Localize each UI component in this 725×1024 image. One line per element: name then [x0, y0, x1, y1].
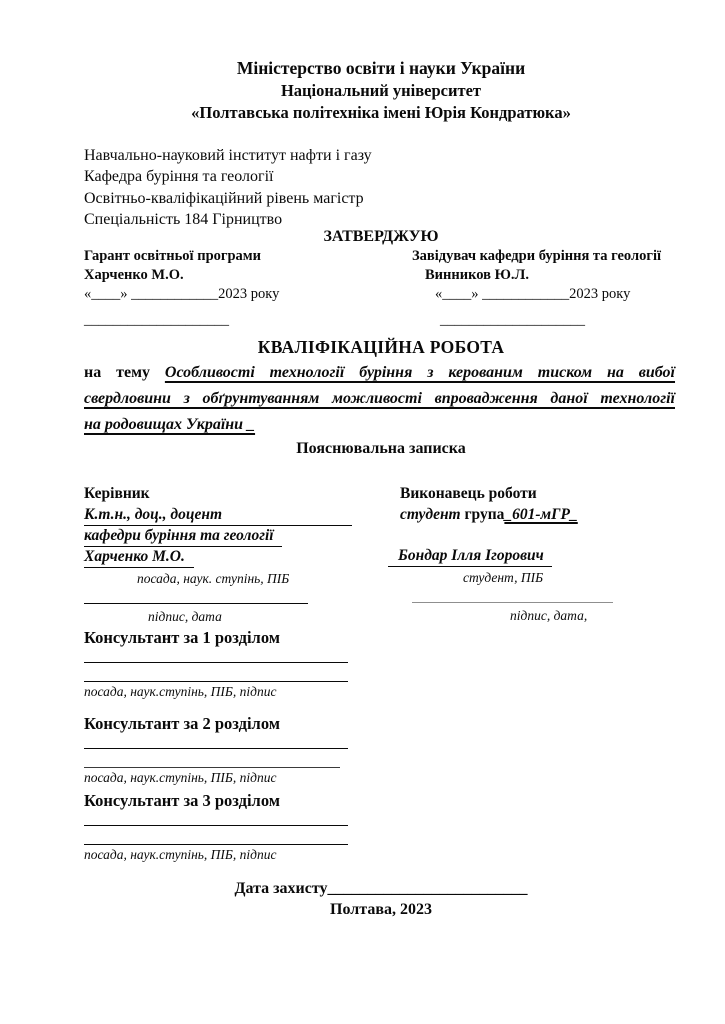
- consultant-2-caption: посада, наук.ступінь, ПІБ, підпис: [84, 770, 277, 785]
- executor-spacer: [400, 525, 700, 547]
- consultant-1-caption: посада, наук.ступінь, ПІБ, підпис: [84, 684, 277, 699]
- supervisor-name-field: Харченко М.О.: [84, 547, 194, 568]
- supervisor-position-field-line-1: К.т.н., доц., доцент: [84, 505, 352, 526]
- consultant-1-field-line-1: [84, 649, 348, 663]
- topic-paragraph: [84, 360, 675, 438]
- header-titles: [84, 57, 678, 124]
- group-value-field: _601-мГР_: [504, 506, 578, 523]
- guarantor-date-blank: «____» ____________2023 року: [84, 286, 280, 302]
- consultants-section: [84, 627, 374, 863]
- guarantor-signature-blank: ____________________: [84, 312, 229, 328]
- topic-text-line-3: на родовищах України _: [84, 416, 256, 433]
- consultant-2-field-line-1: [84, 735, 348, 749]
- executor-signature-caption: підпис, дата,: [510, 608, 588, 623]
- institute-name: Навчально-науковий інститут нафти і газу: [84, 147, 372, 164]
- university-name-line1: Національний університет: [280, 81, 482, 100]
- executor-heading: Виконавець роботи: [400, 485, 537, 502]
- consultant-2-field-line-2: [84, 749, 340, 768]
- topic-text-line-1: Особливості технології буріння з керованим тиском на вибої: [164, 364, 676, 381]
- consultant-3-heading: Консультант за 3 розділом: [84, 791, 280, 810]
- topic-line-2: [84, 386, 675, 412]
- supervisor-column: [84, 483, 374, 625]
- topic-prefix: на тему: [84, 364, 150, 381]
- supervisor-signature-caption: підпис, дата: [148, 609, 222, 624]
- explanatory-note-subtitle: Пояснювальна записка: [296, 440, 466, 457]
- consultant-3-field-line-2: [84, 826, 348, 845]
- city-year: Полтава, 2023: [330, 901, 432, 918]
- specialty: Спеціальність 184 Гірництво: [84, 211, 283, 229]
- head-of-department-role: Завідувач кафедри буріння та геології: [412, 248, 661, 264]
- supervisor-signature-line: [84, 603, 308, 604]
- work-title: КВАЛІФІКАЦІЙНА РОБОТА: [257, 337, 505, 357]
- department-name: Кафедра буріння та геології: [84, 168, 274, 186]
- executor-group-line: [400, 505, 700, 525]
- consultant-3-field-line-1: [84, 812, 348, 826]
- executor-signature-line: [412, 602, 613, 603]
- consultant-1-heading: Консультант за 1 розділом: [84, 628, 280, 647]
- consultant-3-caption: посада, наук.ступінь, ПІБ, підпис: [84, 847, 277, 862]
- guarantor-name: Харченко М.О.: [84, 267, 184, 283]
- university-name-line2: «Полтавська політехніка імені Юрія Кондратюка»: [191, 103, 571, 122]
- ministry-title: Міністерство освіти і науки України: [236, 58, 526, 78]
- defense-date-line: [84, 880, 678, 898]
- supervisor-heading: Керівник: [84, 485, 150, 502]
- topic-line-1: [84, 360, 675, 386]
- topic-line-3: [84, 412, 675, 438]
- defense-date-blank: _________________________: [327, 880, 528, 897]
- topic-text-line-2: свердловини з обґрунтуванням можливості впровадження даної технології: [84, 390, 675, 407]
- supervisor-fields-caption: посада, наук. ступінь, ПІБ: [137, 571, 290, 586]
- institute-block: [84, 145, 372, 231]
- consultant-1-field-line-2: [84, 663, 348, 682]
- head-of-department-signature-blank: ____________________: [440, 312, 585, 328]
- defense-date-label: Дата захисту: [234, 880, 328, 897]
- approve-heading: ЗАТВЕРДЖУЮ: [323, 228, 439, 245]
- executor-column: [400, 483, 700, 624]
- supervisor-position-field-line-2: кафедри буріння та геології: [84, 526, 282, 547]
- group-word: група: [464, 506, 505, 523]
- head-of-department-date-blank: «____» ____________2023 року: [435, 286, 631, 302]
- approve-right-column: [412, 247, 697, 330]
- degree-level: Освітньо-кваліфікаційний рівень магістр: [84, 189, 364, 207]
- consultant-2-heading: Консультант за 2 розділом: [84, 714, 280, 733]
- executor-name-field: Бондар Ілля Ігорович: [388, 547, 552, 567]
- guarantor-role: Гарант освітньої програми: [84, 248, 262, 264]
- student-word: студент: [400, 506, 461, 523]
- head-of-department-name: Винников Ю.Л.: [425, 267, 529, 283]
- approve-left-column: [84, 247, 359, 330]
- executor-fields-caption: студент, ПІБ: [463, 570, 544, 585]
